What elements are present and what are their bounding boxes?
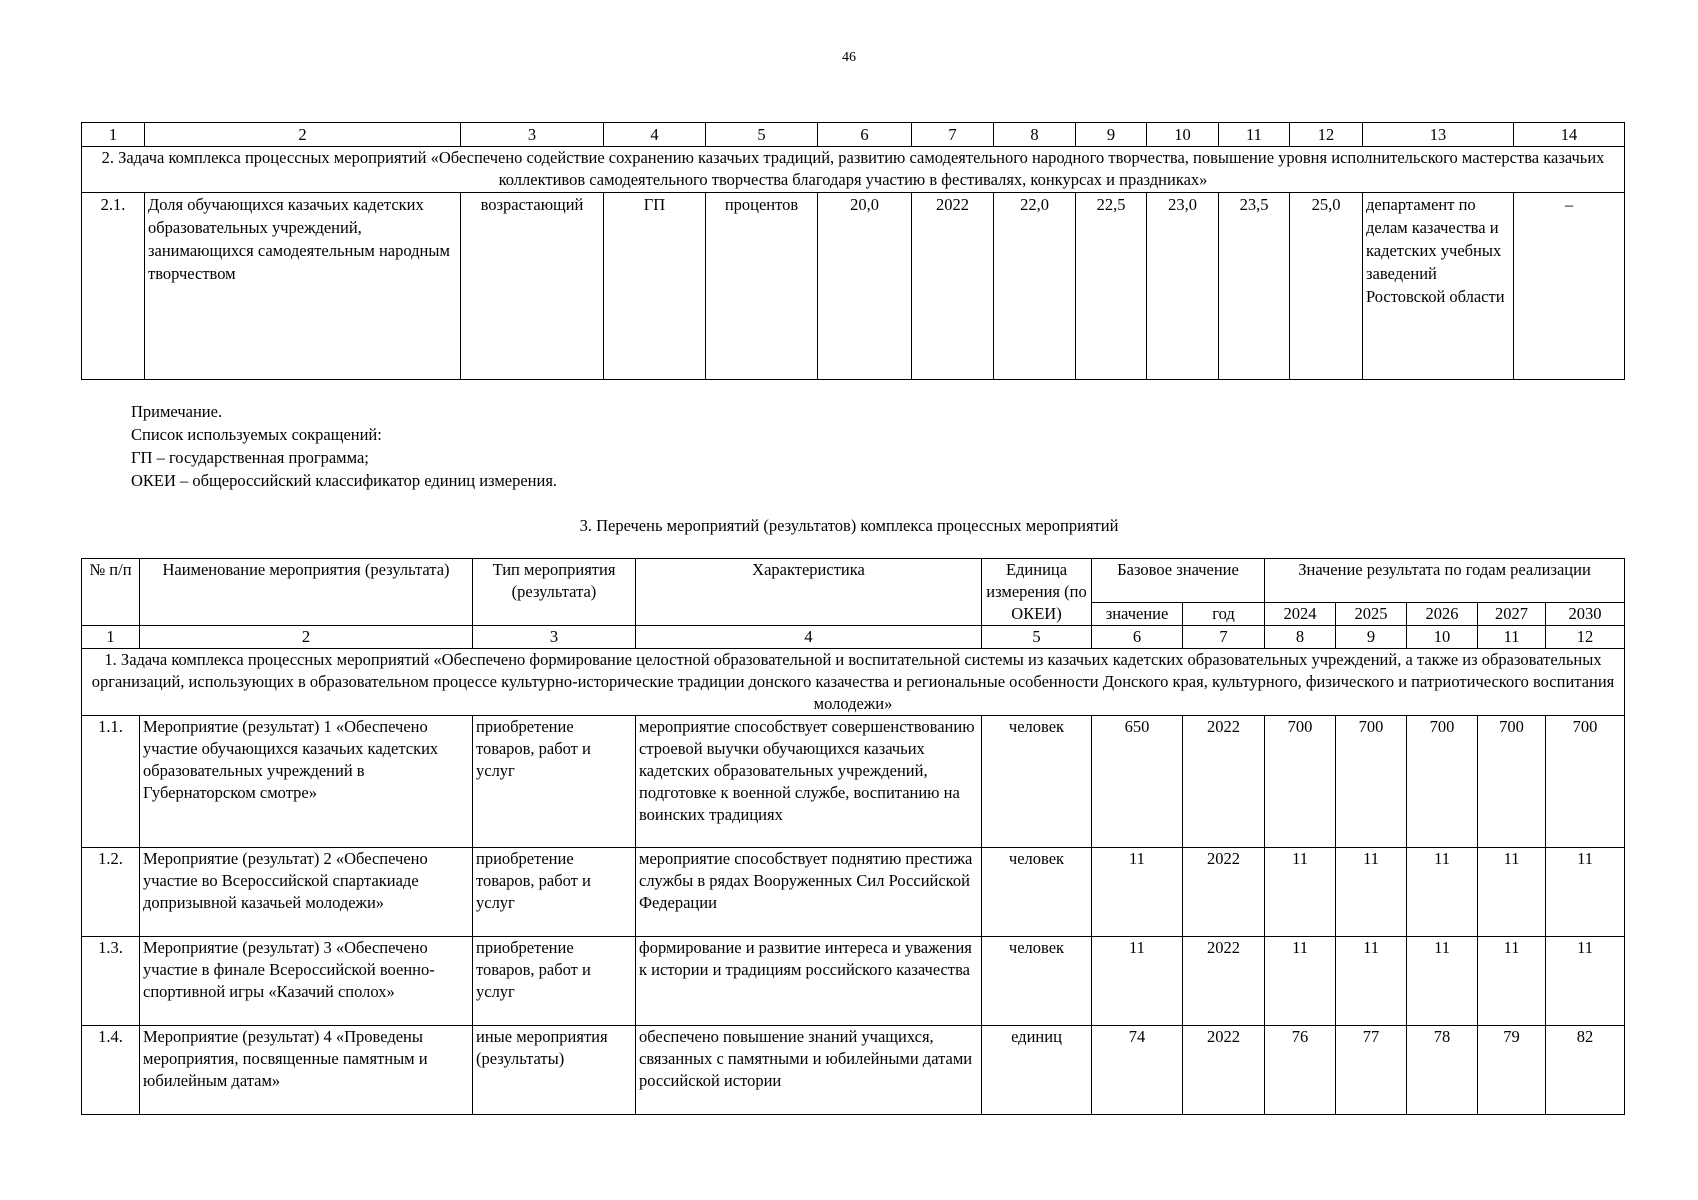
header-year: 2026 — [1407, 603, 1478, 626]
col-number: 9 — [1076, 123, 1147, 147]
col-number: 7 — [912, 123, 994, 147]
value-2027: 79 — [1478, 1026, 1546, 1115]
value-2026: 23,0 — [1147, 193, 1219, 380]
activity-name: Мероприятие (результат) 2 «Обеспечено участие во Всероссийской спартакиаде допризывной казачьей молодежи» — [140, 848, 473, 937]
row-number: 1.2. — [82, 848, 140, 937]
header-year: 2027 — [1478, 603, 1546, 626]
value-2024: 11 — [1265, 937, 1336, 1026]
col-number: 7 — [1183, 626, 1265, 649]
base-value: 11 — [1092, 848, 1183, 937]
activity-unit: единиц — [982, 1026, 1092, 1115]
task-heading: 1. Задача комплекса процессных мероприятий «Обеспечено формирование целостной образовательной и воспитательной системы из казачьих кадетских образовательных учреждений, а также из образовательных организаций, использующих в образовательном процессе культурно-исторические традиции донского казачества и региональные особенности Донского края, культурного, физического и патриотического воспитания молодежи» — [82, 649, 1625, 716]
abbreviation-okei: ОКЕИ – общероссийский классификатор единиц измерения. — [131, 471, 558, 490]
activity-type: приобретение товаров, работ и услуг — [473, 848, 636, 937]
indicator-name: Доля обучающихся казачьих кадетских образовательных учреждений, занимающихся самодеятельным народным творчеством — [145, 193, 461, 380]
value-2030: 82 — [1546, 1026, 1625, 1115]
base-year: 2022 — [1183, 716, 1265, 848]
base-year: 2022 — [1183, 848, 1265, 937]
value-2026: 700 — [1407, 716, 1478, 848]
header-base: Базовое значение — [1092, 559, 1265, 603]
responsible-body: департамент по делам казачества и кадетских учебных заведений Ростовской области — [1363, 193, 1514, 380]
value-2025: 22,5 — [1076, 193, 1147, 380]
col-number: 12 — [1546, 626, 1625, 649]
value-2026: 11 — [1407, 848, 1478, 937]
col-number: 1 — [82, 626, 140, 649]
col-number: 10 — [1407, 626, 1478, 649]
header-base-year: год — [1183, 603, 1265, 626]
activities-table — [81, 558, 1625, 1115]
task-row — [82, 147, 1625, 193]
activity-name: Мероприятие (результат) 3 «Обеспечено участие в финале Всероссийской военно-спортивной игры «Казачий сполох» — [140, 937, 473, 1026]
header-base-value: значение — [1092, 603, 1183, 626]
value-2025: 77 — [1336, 1026, 1407, 1115]
value-2027: 700 — [1478, 716, 1546, 848]
task-row — [82, 649, 1625, 716]
col-number: 6 — [818, 123, 912, 147]
value-2025: 700 — [1336, 716, 1407, 848]
task-heading: 2. Задача комплекса процессных мероприятий «Обеспечено содействие сохранению казачьих традиций, развитию самодеятельного народного творчества, повышение уровня исполнительского мастерства казачьих коллективов самодеятельного творчества благодаря участию в фестивалях, конкурсах и праздниках» — [82, 147, 1625, 193]
header-year: 2030 — [1546, 603, 1625, 626]
linked-indicator: – — [1514, 193, 1625, 380]
header-type: Тип мероприятия (результата) — [473, 559, 636, 626]
row-number: 2.1. — [82, 193, 145, 380]
indicators-table — [81, 122, 1625, 380]
value-2026: 11 — [1407, 937, 1478, 1026]
abbreviations-title: Список используемых сокращений: — [131, 425, 382, 444]
base-value: 11 — [1092, 937, 1183, 1026]
value-2024: 22,0 — [994, 193, 1076, 380]
activity-name: Мероприятие (результат) 4 «Проведены мероприятия, посвященные памятным и юбилейным датам» — [140, 1026, 473, 1115]
abbreviation-gp: ГП – государственная программа; — [131, 448, 369, 467]
header-unit: Единица измерения (по ОКЕИ) — [982, 559, 1092, 626]
page-number: 46 — [842, 50, 856, 65]
value-2027: 11 — [1478, 937, 1546, 1026]
indicator-unit: процентов — [706, 193, 818, 380]
header-name: Наименование мероприятия (результата) — [140, 559, 473, 626]
col-number: 12 — [1290, 123, 1363, 147]
base-year: 2022 — [1183, 937, 1265, 1026]
activity-unit: человек — [982, 848, 1092, 937]
table-row — [82, 1026, 1625, 1115]
value-2024: 11 — [1265, 848, 1336, 937]
header-year: 2025 — [1336, 603, 1407, 626]
activity-type: приобретение товаров, работ и услуг — [473, 937, 636, 1026]
row-number: 1.1. — [82, 716, 140, 848]
section-title: 3. Перечень мероприятий (результатов) комплекса процессных мероприятий — [579, 516, 1119, 535]
value-2030: 11 — [1546, 848, 1625, 937]
row-number: 1.3. — [82, 937, 140, 1026]
activity-characteristic: обеспечено повышение знаний учащихся, связанных с памятными и юбилейными датами российской истории — [636, 1026, 982, 1115]
col-number: 11 — [1219, 123, 1290, 147]
base-year: 2022 — [912, 193, 994, 380]
header-characteristic: Характеристика — [636, 559, 982, 626]
base-value: 20,0 — [818, 193, 912, 380]
col-number: 3 — [473, 626, 636, 649]
value-2024: 700 — [1265, 716, 1336, 848]
row-number: 1.4. — [82, 1026, 140, 1115]
table-row — [82, 937, 1625, 1026]
header-result: Значение результата по годам реализации — [1265, 559, 1625, 603]
note-title: Примечание. — [131, 402, 223, 421]
column-number-row — [82, 123, 1625, 147]
col-number: 6 — [1092, 626, 1183, 649]
col-number: 5 — [706, 123, 818, 147]
col-number: 1 — [82, 123, 145, 147]
col-number: 8 — [1265, 626, 1336, 649]
col-number: 4 — [636, 626, 982, 649]
value-2030: 700 — [1546, 716, 1625, 848]
notes-block — [131, 400, 557, 492]
activity-type: приобретение товаров, работ и услуг — [473, 716, 636, 848]
col-number: 4 — [604, 123, 706, 147]
col-number: 2 — [145, 123, 461, 147]
indicator-level: ГП — [604, 193, 706, 380]
col-number: 10 — [1147, 123, 1219, 147]
value-2025: 11 — [1336, 848, 1407, 937]
col-number: 14 — [1514, 123, 1625, 147]
value-2030: 11 — [1546, 937, 1625, 1026]
activity-characteristic: мероприятие способствует поднятию престижа службы в рядах Вооруженных Сил Российской Федерации — [636, 848, 982, 937]
value-2030: 25,0 — [1290, 193, 1363, 380]
header-num: № п/п — [82, 559, 140, 626]
base-year: 2022 — [1183, 1026, 1265, 1115]
col-number: 3 — [461, 123, 604, 147]
value-2027: 23,5 — [1219, 193, 1290, 380]
col-number: 11 — [1478, 626, 1546, 649]
base-value: 74 — [1092, 1026, 1183, 1115]
col-number: 9 — [1336, 626, 1407, 649]
col-number: 8 — [994, 123, 1076, 147]
table-row — [82, 193, 1625, 380]
base-value: 650 — [1092, 716, 1183, 848]
value-2025: 11 — [1336, 937, 1407, 1026]
activity-name: Мероприятие (результат) 1 «Обеспечено участие обучающихся казачьих кадетских образовательных учреждений в Губернаторском смотре» — [140, 716, 473, 848]
table-row — [82, 848, 1625, 937]
activity-characteristic: формирование и развитие интереса и уважения к истории и традициям российского казачества — [636, 937, 982, 1026]
col-number: 5 — [982, 626, 1092, 649]
indicator-trend: возрастающий — [461, 193, 604, 380]
activity-characteristic: мероприятие способствует совершенствованию строевой выучки обучающихся казачьих кадетских образовательных учреждений, подготовке к военной службе, воспитанию на воинских традициях — [636, 716, 982, 848]
activity-type: иные мероприятия (результаты) — [473, 1026, 636, 1115]
col-number: 2 — [140, 626, 473, 649]
activity-unit: человек — [982, 937, 1092, 1026]
value-2027: 11 — [1478, 848, 1546, 937]
col-number: 13 — [1363, 123, 1514, 147]
column-number-row — [82, 626, 1625, 649]
value-2024: 76 — [1265, 1026, 1336, 1115]
activity-unit: человек — [982, 716, 1092, 848]
header-year: 2024 — [1265, 603, 1336, 626]
table-row — [82, 716, 1625, 848]
value-2026: 78 — [1407, 1026, 1478, 1115]
